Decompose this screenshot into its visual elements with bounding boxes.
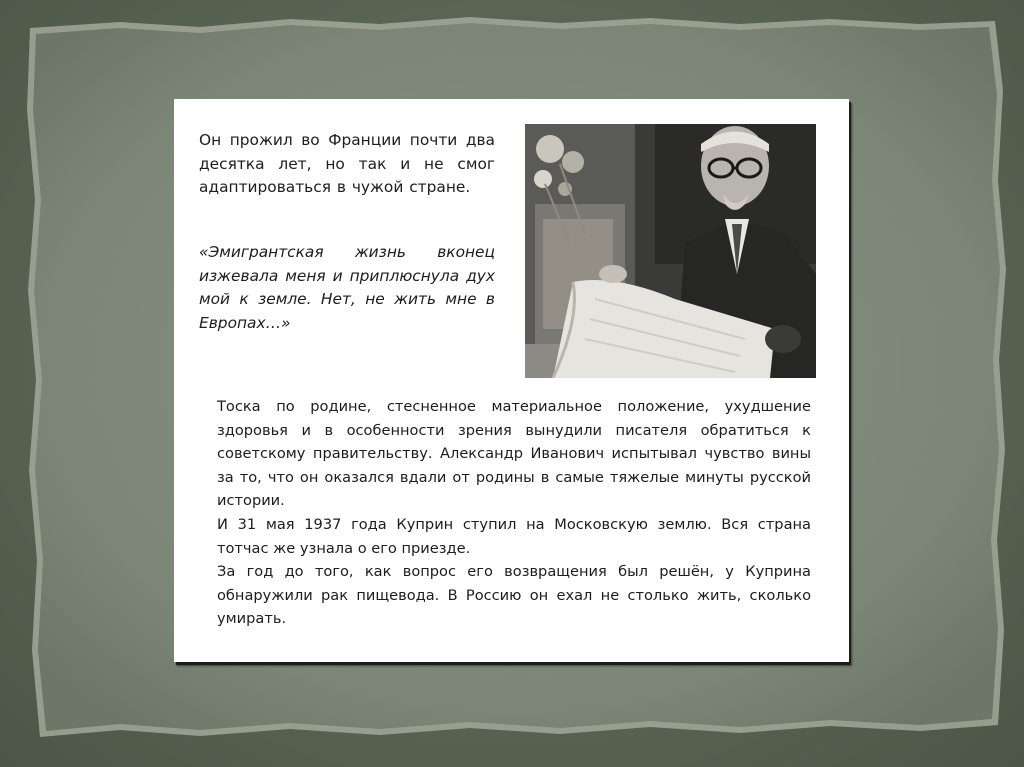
paragraph-illness: За год до того, как вопрос его возвращения был решён, у Куприна обнаружили рак пищевода. В Россию он ехал не столько жить, сколько умирать. [217, 563, 811, 628]
main-body-text [217, 395, 811, 631]
paragraph-homesickness: Тоска по родине, стесненное материальное положение, ухудшение здоровья и в особенности зрения вынудили писателя обратиться к советскому правительству. Александр Иванович испытывал чувство вины за то, что он оказался вдали от родины в самые тяжелые минуты русской истории. [217, 398, 811, 510]
intro-paragraph: Он прожил во Франции почти два десятка лет, но так и не смог адаптироваться в чужой стране. [199, 131, 495, 196]
portrait-photo [525, 124, 816, 378]
emigrant-quote: «Эмигрантская жизнь вконец изжевала меня и приплюснула дух мой к земле. Нет, не жить мне в Европах…» [199, 243, 495, 332]
slide-content [174, 99, 849, 662]
paragraph-return: И 31 мая 1937 года Куприн ступил на Московскую землю. Вся страна тотчас же узнала о его приезде. [217, 515, 811, 557]
